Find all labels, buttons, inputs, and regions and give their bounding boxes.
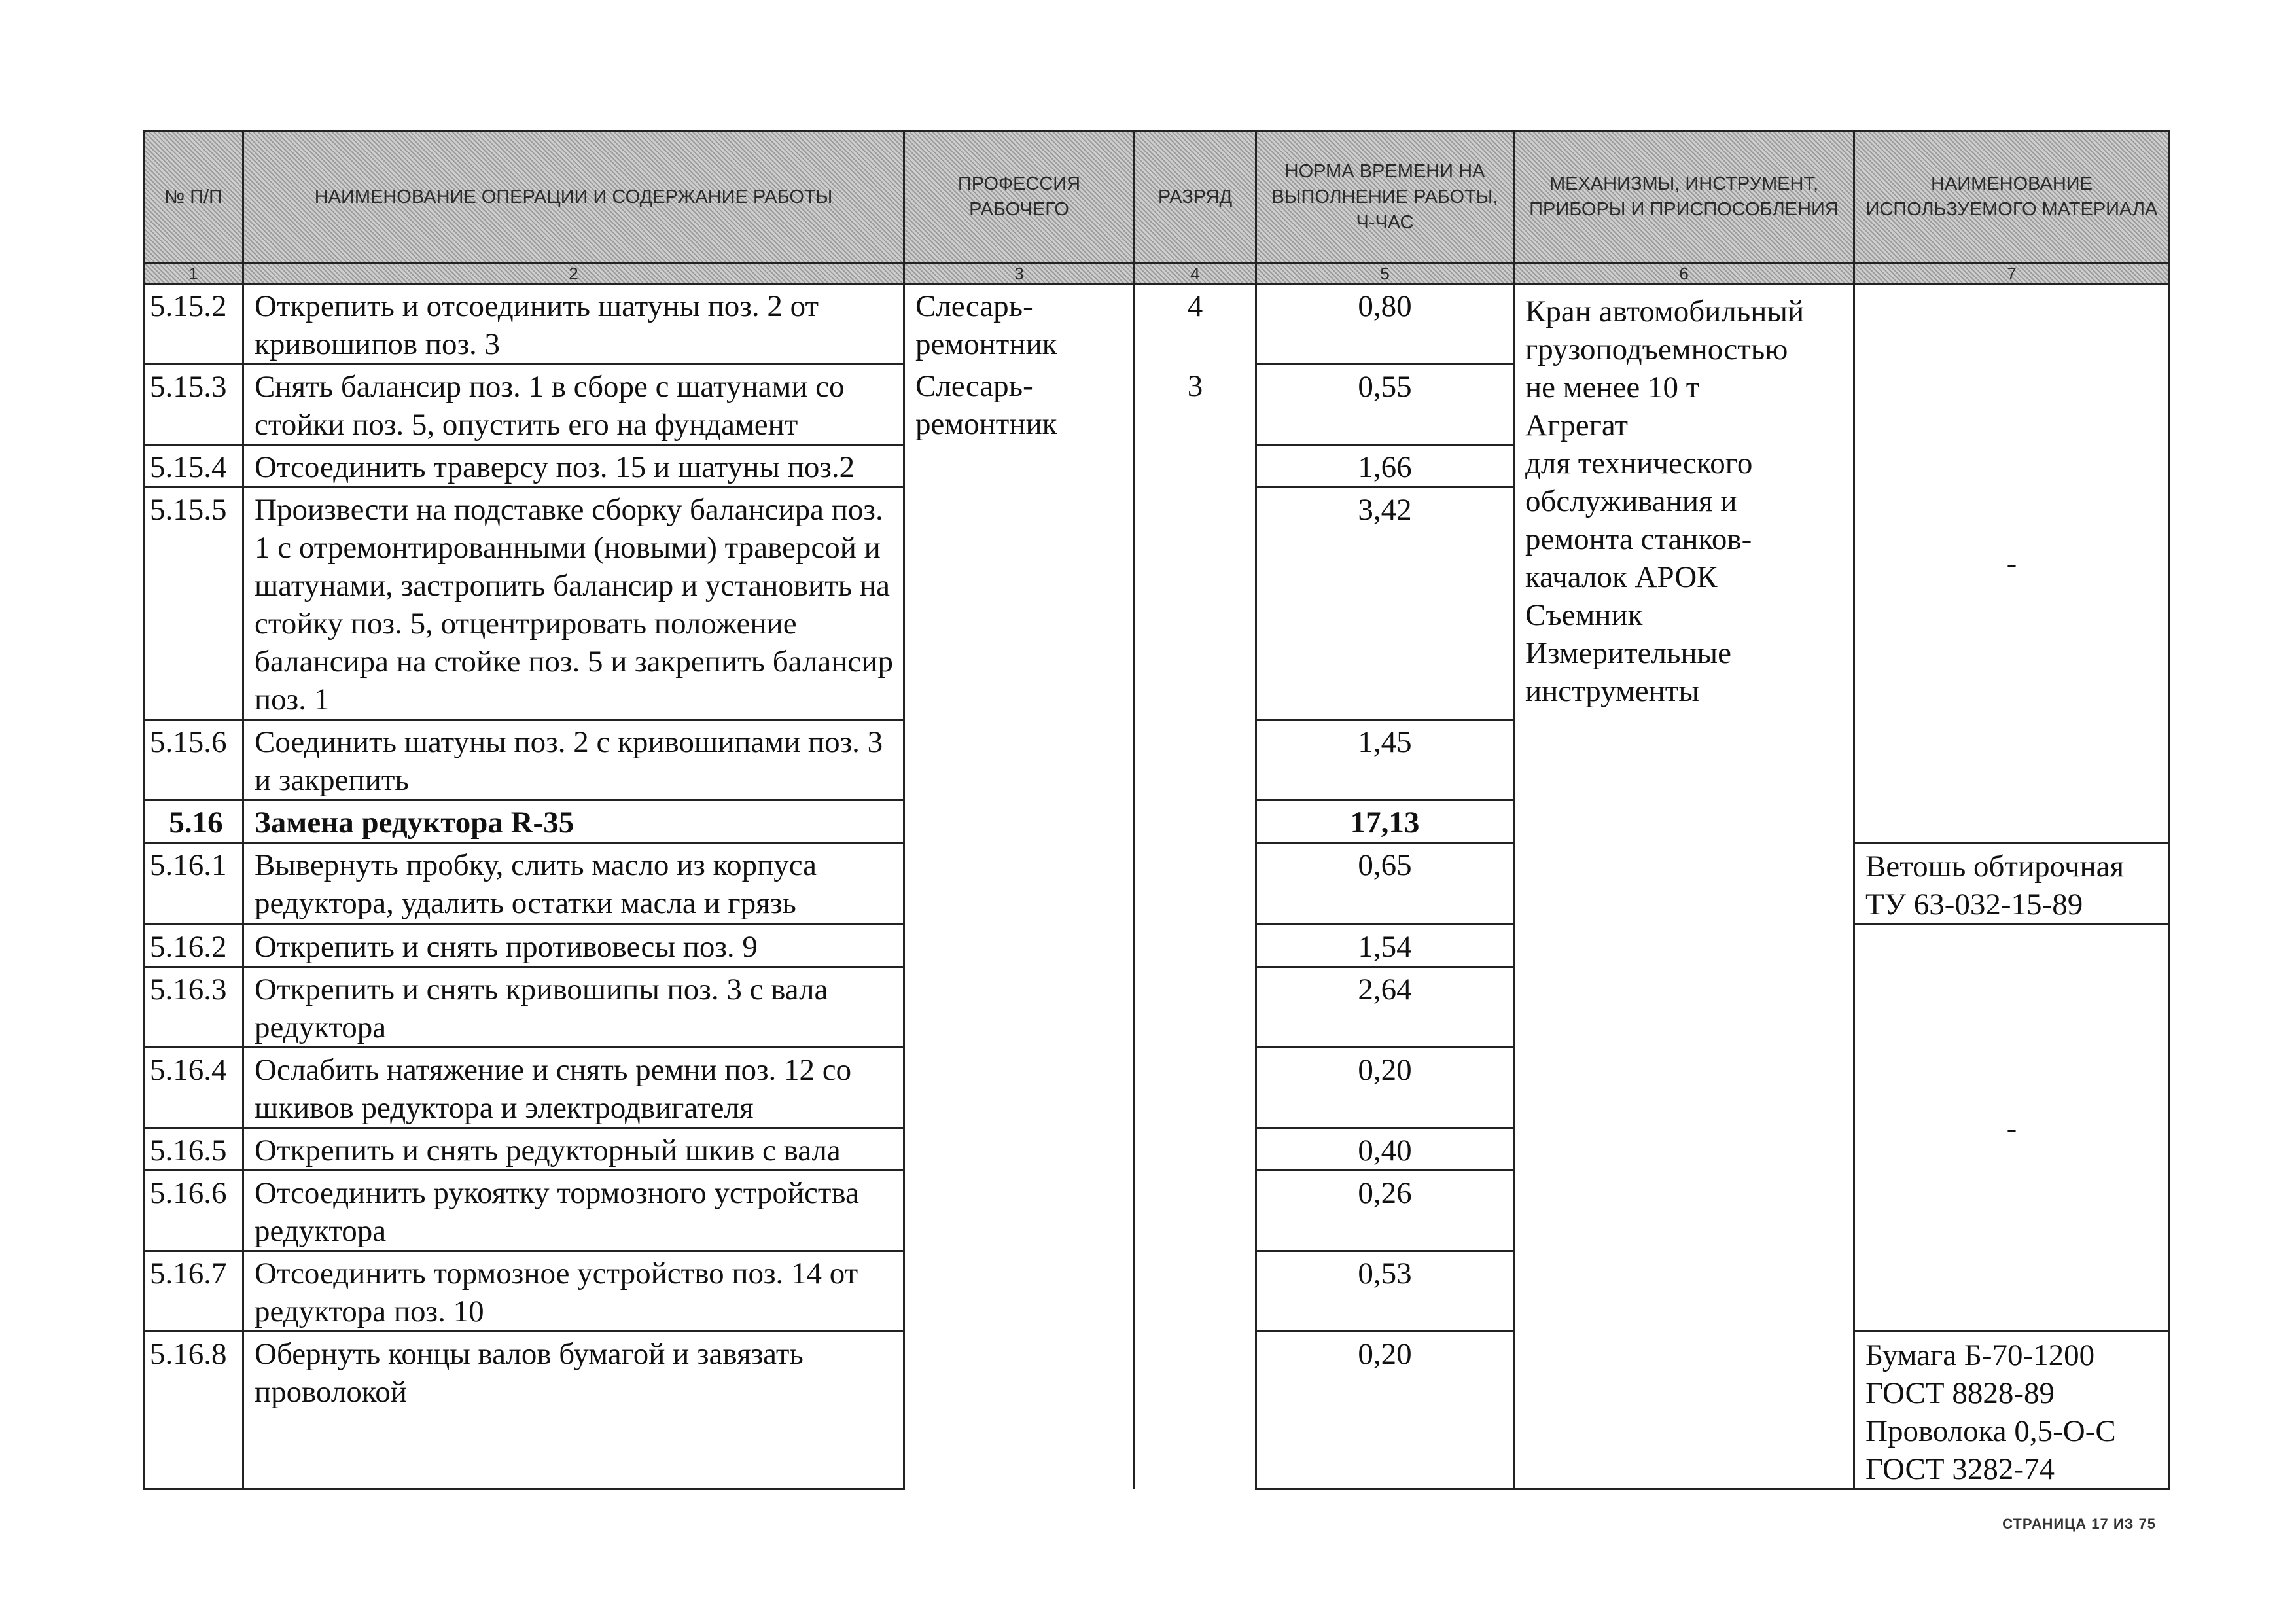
- material-rag: [1854, 843, 2170, 925]
- material-dash: -: [1854, 284, 2170, 843]
- row-time: 0,40: [1256, 1128, 1514, 1171]
- row-time: 3,42: [1256, 488, 1514, 720]
- row-number: 5.15.3: [144, 365, 243, 445]
- col-index: 2: [243, 264, 904, 284]
- row-number: 5.16.3: [144, 967, 243, 1048]
- material-line: ГОСТ 3282-74: [1865, 1452, 2055, 1486]
- row-number: 5.15.6: [144, 720, 243, 800]
- table-row: [144, 284, 2170, 365]
- mechanism-line: для технического: [1525, 446, 1753, 480]
- row-number: 5.16.7: [144, 1251, 243, 1332]
- row-time: 0,20: [1256, 1332, 1514, 1489]
- row-operation: Снять балансир поз. 1 в сборе с шатунами со стойки поз. 5, опустить его на фундамент: [243, 365, 904, 445]
- col-header-operation: НАИМЕНОВАНИЕ ОПЕРАЦИИ И СОДЕРЖАНИЕ РАБОТЫ: [243, 131, 904, 264]
- row-operation: Обернуть концы валов бумагой и завязать проволокой: [243, 1332, 904, 1489]
- col-header-time: НОРМА ВРЕМЕНИ НА ВЫПОЛНЕНИЕ РАБОТЫ, Ч-ЧАС: [1256, 131, 1514, 264]
- material-line: Бумага Б-70-1200: [1865, 1338, 2095, 1372]
- row-time: 0,80: [1256, 284, 1514, 365]
- page-number: СТРАНИЦА 17 ИЗ 75: [2002, 1516, 2156, 1532]
- section-number: 5.16: [144, 800, 243, 843]
- col-header-grade: РАЗРЯД: [1135, 131, 1256, 264]
- row-number: 5.15.5: [144, 488, 243, 720]
- row-operation: Отсоединить тормозное устройство поз. 14 от редуктора поз. 10: [243, 1251, 904, 1332]
- col-index: 7: [1854, 264, 2170, 284]
- material-line: ТУ 63-032-15-89: [1865, 887, 2083, 921]
- row-time: 1,45: [1256, 720, 1514, 800]
- mechanism-line: Съемник: [1525, 598, 1643, 632]
- mechanism-line: инструменты: [1525, 674, 1699, 708]
- row-number: 5.15.4: [144, 445, 243, 488]
- row-time: 0,55: [1256, 365, 1514, 445]
- row-grade: 4: [1135, 284, 1256, 365]
- row-number: 5.16.8: [144, 1332, 243, 1489]
- row-profession: Слесарь-ремонтник: [904, 365, 1135, 1489]
- col-header-number: № П/П: [144, 131, 243, 264]
- row-operation: Отсоединить траверсу поз. 15 и шатуны поз.2: [243, 445, 904, 488]
- mechanism-line: не менее 10 т: [1525, 370, 1700, 404]
- mechanism-line: Агрегат: [1525, 408, 1629, 442]
- mechanism-line: грузоподъемностью: [1525, 332, 1788, 366]
- col-header-profession: ПРОФЕССИЯ РАБОЧЕГО: [904, 131, 1135, 264]
- mechanism-line: качалок АРОК: [1525, 560, 1718, 594]
- col-header-mechanisms: МЕХАНИЗМЫ, ИНСТРУМЕНТ, ПРИБОРЫ И ПРИСПОСОБЛЕНИЯ: [1514, 131, 1854, 264]
- row-number: 5.16.1: [144, 843, 243, 925]
- section-title: Замена редуктора R-35: [243, 800, 904, 843]
- material-paper-wire: [1854, 1332, 2170, 1489]
- mechanism-line: Измерительные: [1525, 636, 1731, 670]
- material-line: Проволока 0,5-О-С: [1865, 1414, 2116, 1448]
- col-index: 1: [144, 264, 243, 284]
- mechanism-line: ремонта станков-: [1525, 522, 1752, 556]
- row-operation: Открепить и снять редукторный шкив с вала: [243, 1128, 904, 1171]
- row-number: 5.16.6: [144, 1171, 243, 1251]
- row-time: 0,65: [1256, 843, 1514, 925]
- material-line: ГОСТ 8828-89: [1865, 1376, 2055, 1410]
- operations-table: [143, 130, 2170, 1490]
- row-operation: Произвести на подставке сборку балансира поз. 1 с отремонтированными (новыми) траверсой и шатунами, застропить балансир и установить на стойку поз. 5, отцентрировать положение балансира на стойке поз. 5 и закрепить балансир поз. 1: [243, 488, 904, 720]
- mechanism-line: обслуживания и: [1525, 484, 1737, 518]
- row-number: 5.15.2: [144, 284, 243, 365]
- row-operation: Открепить и снять противовесы поз. 9: [243, 925, 904, 967]
- row-operation: Ослабить натяжение и снять ремни поз. 12 со шкивов редуктора и электродвигателя: [243, 1048, 904, 1128]
- material-dash: -: [1854, 925, 2170, 1332]
- row-operation: Открепить и снять кривошипы поз. 3 с вала редуктора: [243, 967, 904, 1048]
- row-time: 1,54: [1256, 925, 1514, 967]
- row-grade: 3: [1135, 365, 1256, 1489]
- row-profession: Слесарь-ремонтник: [904, 284, 1135, 365]
- row-time: 0,53: [1256, 1251, 1514, 1332]
- row-time: 0,26: [1256, 1171, 1514, 1251]
- section-time: 17,13: [1256, 800, 1514, 843]
- row-number: 5.16.2: [144, 925, 243, 967]
- row-time: 2,64: [1256, 967, 1514, 1048]
- row-operation: Соединить шатуны поз. 2 с кривошипами поз. 3 и закрепить: [243, 720, 904, 800]
- col-index: 5: [1256, 264, 1514, 284]
- column-index-row: [144, 264, 2170, 284]
- row-operation: Отсоединить рукоятку тормозного устройства редуктора: [243, 1171, 904, 1251]
- col-header-material: НАИМЕНОВАНИЕ ИСПОЛЬЗУЕМОГО МАТЕРИАЛА: [1854, 131, 2170, 264]
- row-operation: Вывернуть пробку, слить масло из корпуса редуктора, удалить остатки масла и грязь: [243, 843, 904, 925]
- row-operation: Открепить и отсоединить шатуны поз. 2 от кривошипов поз. 3: [243, 284, 904, 365]
- table-header-row: [144, 131, 2170, 264]
- mechanisms-cell: [1514, 284, 1854, 1489]
- row-number: 5.16.4: [144, 1048, 243, 1128]
- material-line: Ветошь обтирочная: [1865, 849, 2125, 883]
- row-time: 1,66: [1256, 445, 1514, 488]
- mechanism-line: Кран автомобильный: [1525, 294, 1805, 329]
- col-index: 3: [904, 264, 1135, 284]
- col-index: 6: [1514, 264, 1854, 284]
- col-index: 4: [1135, 264, 1256, 284]
- row-number: 5.16.5: [144, 1128, 243, 1171]
- row-time: 0,20: [1256, 1048, 1514, 1128]
